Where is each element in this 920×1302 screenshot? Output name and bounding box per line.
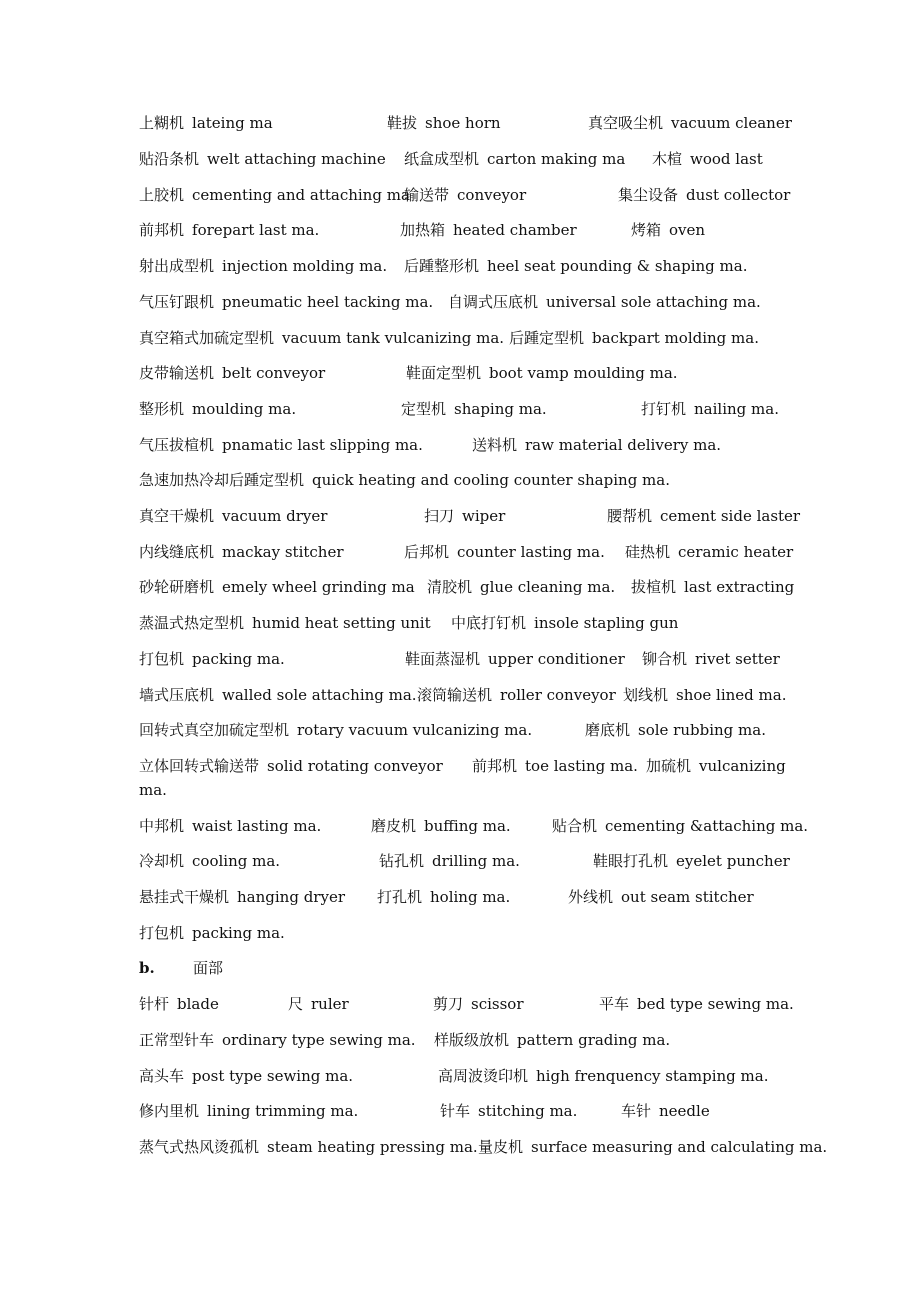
term-english: holing ma. [430,888,511,906]
glossary-line [0,327,920,349]
term-chinese: 墙式压底机 [139,686,215,704]
glossary-entry [139,362,325,384]
glossary-entry [405,648,625,670]
term-english: stitching ma. [478,1102,578,1120]
term-english: upper conditioner [488,650,625,668]
term-chinese: 车针 [621,1102,652,1120]
term-english: scissor [471,995,524,1013]
term-english: cementing and attaching ma [192,186,410,204]
term-english: quick heating and cooling counter shaping ma. [312,471,670,489]
glossary-entry [139,1065,353,1087]
glossary-line [0,505,920,527]
glossary-entry [621,1100,710,1122]
term-english: rotary vacuum vulcanizing ma. [297,721,533,739]
term-english: cement side laster [660,507,801,525]
glossary-line [0,1065,920,1087]
term-chinese: 真空干燥机 [139,507,215,525]
glossary-line [0,922,920,944]
glossary-entry [478,1136,827,1158]
term-chinese: 鞋眼打孔机 [593,852,669,870]
glossary-entry [440,1100,577,1122]
glossary-line [0,469,920,491]
glossary-entry [139,184,410,206]
term-english: humid heat setting unit [252,614,431,632]
term-english: universal sole attaching ma. [546,293,761,311]
term-chinese: 中底打钉机 [451,614,527,632]
term-english: belt conveyor [222,364,326,382]
term-english: raw material delivery ma. [525,436,722,454]
term-chinese: 前邦机 [472,757,518,775]
term-english: moulding ma. [192,400,297,418]
glossary-line [0,779,920,801]
glossary-entry [139,1100,358,1122]
term-english: toe lasting ma. [525,757,638,775]
term-chinese: 鞋拔 [387,114,418,132]
term-chinese: 鞋面定型机 [406,364,482,382]
term-chinese: 打孔机 [377,888,423,906]
glossary-entry [139,112,273,134]
glossary-entry [451,612,678,634]
glossary-entry [417,684,616,706]
term-chinese: 上糊机 [139,114,185,132]
term-chinese: 前邦机 [139,221,185,239]
glossary-line [0,541,920,563]
glossary-line [0,886,920,908]
glossary-line [0,612,920,634]
glossary-line [0,362,920,384]
term-english: packing ma. [192,650,285,668]
term-chinese: 滚筒输送机 [417,686,493,704]
term-english: insole stapling gun [534,614,679,632]
glossary-entry [618,184,790,206]
term-chinese: 回转式真空加硫定型机 [139,721,290,739]
term-english: high frenquency stamping ma. [536,1067,769,1085]
term-english: shoe lined ma. [676,686,787,704]
glossary-entry [404,148,625,170]
glossary-entry [139,148,386,170]
term-english: wiper [462,507,506,525]
term-chinese: 中邦机 [139,817,185,835]
glossary-line [0,993,920,1015]
term-chinese: 划线机 [623,686,669,704]
glossary-entry [434,1029,670,1051]
glossary-line [0,1100,920,1122]
glossary-entry [646,755,786,777]
glossary-entry [642,648,780,670]
term-english: buffing ma. [424,817,511,835]
term-chinese: 砂轮研磨机 [139,578,215,596]
term-english: eyelet puncher [676,852,790,870]
term-chinese: 尺 [288,995,304,1013]
glossary-entry [139,886,345,908]
term-english: ruler [311,995,349,1013]
term-chinese: 磨皮机 [371,817,417,835]
glossary-entry [652,148,763,170]
term-english: glue cleaning ma. [480,578,616,596]
term-chinese: 铆合机 [642,650,688,668]
term-english: forepart last ma. [192,221,320,239]
term-chinese: 内线缝底机 [139,543,215,561]
glossary-line [0,1029,920,1051]
section-heading [0,957,920,979]
term-english: boot vamp moulding ma. [489,364,678,382]
term-english: dust collector [686,186,791,204]
term-english: heel seat pounding & shaping ma. [487,257,748,275]
glossary-entry [139,612,431,634]
glossary-line [0,1136,920,1158]
glossary-line [0,648,920,670]
term-english: shoe horn [425,114,501,132]
glossary-entry [139,850,280,872]
glossary-entry [139,993,219,1015]
glossary-line [0,815,920,837]
glossary-line [0,219,920,241]
glossary-entry [404,255,747,277]
term-english: cementing &attaching ma. [605,817,809,835]
glossary-entry [139,255,387,277]
term-chinese: 贴合机 [552,817,598,835]
term-english: surface measuring and calculating ma. [531,1138,828,1156]
glossary-entry [139,719,532,741]
term-english: conveyor [457,186,527,204]
term-chinese: 自调式压底机 [448,293,539,311]
glossary-entry [139,219,319,241]
term-english: heated chamber [453,221,577,239]
term-english: oven [669,221,706,239]
glossary-entry [448,291,761,313]
term-chinese: 急速加热冷却后踵定型机 [139,471,305,489]
term-chinese: 烤箱 [631,221,662,239]
glossary-line [0,184,920,206]
term-chinese: 定型机 [401,400,447,418]
glossary-entry [400,219,577,241]
term-chinese: 打钉机 [641,400,687,418]
term-chinese: 皮带输送机 [139,364,215,382]
glossary-entry [585,719,766,741]
term-english: lateing ma [192,114,273,132]
term-english: rivet setter [695,650,780,668]
term-chinese: 腰帮机 [607,507,653,525]
term-english: wood last [690,150,763,168]
term-chinese: 送料机 [472,436,518,454]
term-english: hanging dryer [237,888,346,906]
term-chinese: 输送带 [404,186,450,204]
term-english: steam heating pressing ma. [267,1138,478,1156]
term-chinese: 后踵定型机 [509,329,585,347]
term-chinese: 真空箱式加硫定型机 [139,329,275,347]
term-chinese: 悬挂式干燥机 [139,888,230,906]
glossary-entry [593,850,790,872]
glossary-entry [377,886,510,908]
glossary-entry [427,576,615,598]
term-english: emely wheel grinding ma [222,578,415,596]
term-english: pattern grading ma. [517,1031,671,1049]
glossary-entry [139,922,285,944]
term-english: roller conveyor [500,686,616,704]
term-english: solid rotating conveyor [267,757,443,775]
glossary-entry [139,779,167,801]
glossary-entry [631,576,794,598]
glossary-line [0,576,920,598]
term-english: drilling ma. [432,852,520,870]
term-english: last extracting [684,578,795,596]
glossary-entry [139,1029,416,1051]
glossary-line [0,291,920,313]
glossary-entry [139,815,321,837]
glossary-line [0,434,920,456]
glossary-entry [588,112,792,134]
term-english: vulcanizing [699,757,786,775]
glossary-entry [139,684,417,706]
term-chinese: 气压钉跟机 [139,293,215,311]
glossary-entry [139,648,285,670]
glossary-line [0,112,920,134]
term-chinese: 量皮机 [478,1138,524,1156]
term-chinese: 立体回转式输送带 [139,757,260,775]
glossary-entry [139,327,504,349]
glossary-entry [139,469,670,491]
term-english: lining trimming ma. [207,1102,359,1120]
glossary-entry [371,815,511,837]
glossary-entry [139,541,344,563]
glossary-entry [433,993,524,1015]
term-english: needle [659,1102,710,1120]
term-chinese: 平车 [599,995,630,1013]
glossary-line [0,684,920,706]
glossary-entry [139,1136,478,1158]
term-chinese: 后踵整形机 [404,257,480,275]
term-english: backpart molding ma. [592,329,759,347]
term-english: out seam stitcher [621,888,754,906]
term-english: ceramic heater [678,543,794,561]
glossary-line [0,719,920,741]
term-english: sole rubbing ma. [638,721,766,739]
section-title: 面部 [193,959,224,977]
term-chinese: 打包机 [139,650,185,668]
term-english: ordinary type sewing ma. [222,1031,416,1049]
glossary-entry [139,576,415,598]
glossary-entry [472,434,721,456]
term-chinese: 高头车 [139,1067,185,1085]
glossary-entry [625,541,793,563]
glossary-entry [139,505,327,527]
glossary-entry [472,755,638,777]
term-chinese: 样版级放机 [434,1031,510,1049]
glossary-entry [631,219,705,241]
term-chinese: 鞋面蒸湿机 [405,650,481,668]
term-chinese: 蒸温式热定型机 [139,614,245,632]
glossary-entry [607,505,800,527]
term-chinese: 木楦 [652,150,683,168]
glossary-entry [641,398,779,420]
glossary-entry [568,886,754,908]
term-chinese: 硅热机 [625,543,671,561]
term-english: welt attaching machine [207,150,386,168]
term-english: pneumatic heel tacking ma. [222,293,434,311]
term-chinese: 上胶机 [139,186,185,204]
glossary-line [0,850,920,872]
glossary-entry [424,505,505,527]
term-chinese: 射出成型机 [139,257,215,275]
term-chinese: 剪刀 [433,995,464,1013]
term-english: shaping ma. [454,400,547,418]
term-english: injection molding ma. [222,257,388,275]
term-chinese: 正常型针车 [139,1031,215,1049]
glossary-line [0,755,920,777]
term-chinese: 纸盒成型机 [404,150,480,168]
glossary-entry [552,815,808,837]
term-chinese: 加热箱 [400,221,446,239]
term-chinese: 外线机 [568,888,614,906]
term-chinese: 加硫机 [646,757,692,775]
glossary-entry [139,398,296,420]
term-chinese: 针车 [440,1102,471,1120]
glossary-entry [509,327,759,349]
term-english: pnamatic last slipping ma. [222,436,423,454]
term-english: vacuum dryer [222,507,328,525]
term-chinese: 针杆 [139,995,170,1013]
glossary-entry [623,684,787,706]
glossary-entry [404,184,526,206]
term-chinese: 修内里机 [139,1102,200,1120]
term-chinese: 冷却机 [139,852,185,870]
glossary-entry [404,541,605,563]
glossary-entry [599,993,794,1015]
term-english: mackay stitcher [222,543,344,561]
glossary-entry [406,362,678,384]
term-english: ma. [139,781,167,799]
term-english: vacuum cleaner [671,114,792,132]
term-english: walled sole attaching ma. [222,686,417,704]
term-english: nailing ma. [694,400,779,418]
term-chinese: 气压拔楦机 [139,436,215,454]
glossary-entry [401,398,547,420]
term-chinese: 钻孔机 [379,852,425,870]
glossary-entry [438,1065,768,1087]
term-chinese: 贴沿条机 [139,150,200,168]
glossary-entry [379,850,520,872]
term-chinese: 高周波烫印机 [438,1067,529,1085]
term-chinese: 打包机 [139,924,185,942]
term-chinese: 清胶机 [427,578,473,596]
term-chinese: 蒸气式热风烫孤机 [139,1138,260,1156]
glossary-line [0,255,920,277]
term-english: counter lasting ma. [457,543,605,561]
term-chinese: 拔楦机 [631,578,677,596]
term-english: packing ma. [192,924,285,942]
term-english: bed type sewing ma. [637,995,794,1013]
glossary-line [0,398,920,420]
term-english: vacuum tank vulcanizing ma. [282,329,505,347]
glossary-entry [139,755,443,777]
glossary-entry [139,291,433,313]
term-english: waist lasting ma. [192,817,322,835]
term-english: cooling ma. [192,852,281,870]
term-chinese: 集尘设备 [618,186,679,204]
glossary-entry [288,993,349,1015]
term-chinese: 后邦机 [404,543,450,561]
term-english: carton making ma [487,150,626,168]
term-english: post type sewing ma. [192,1067,354,1085]
glossary-entry [387,112,501,134]
term-chinese: 整形机 [139,400,185,418]
glossary-entry [139,434,423,456]
term-english: blade [177,995,219,1013]
section-label: b. [139,959,155,977]
term-chinese: 扫刀 [424,507,455,525]
term-chinese: 真空吸尘机 [588,114,664,132]
term-chinese: 磨底机 [585,721,631,739]
glossary-line [0,148,920,170]
